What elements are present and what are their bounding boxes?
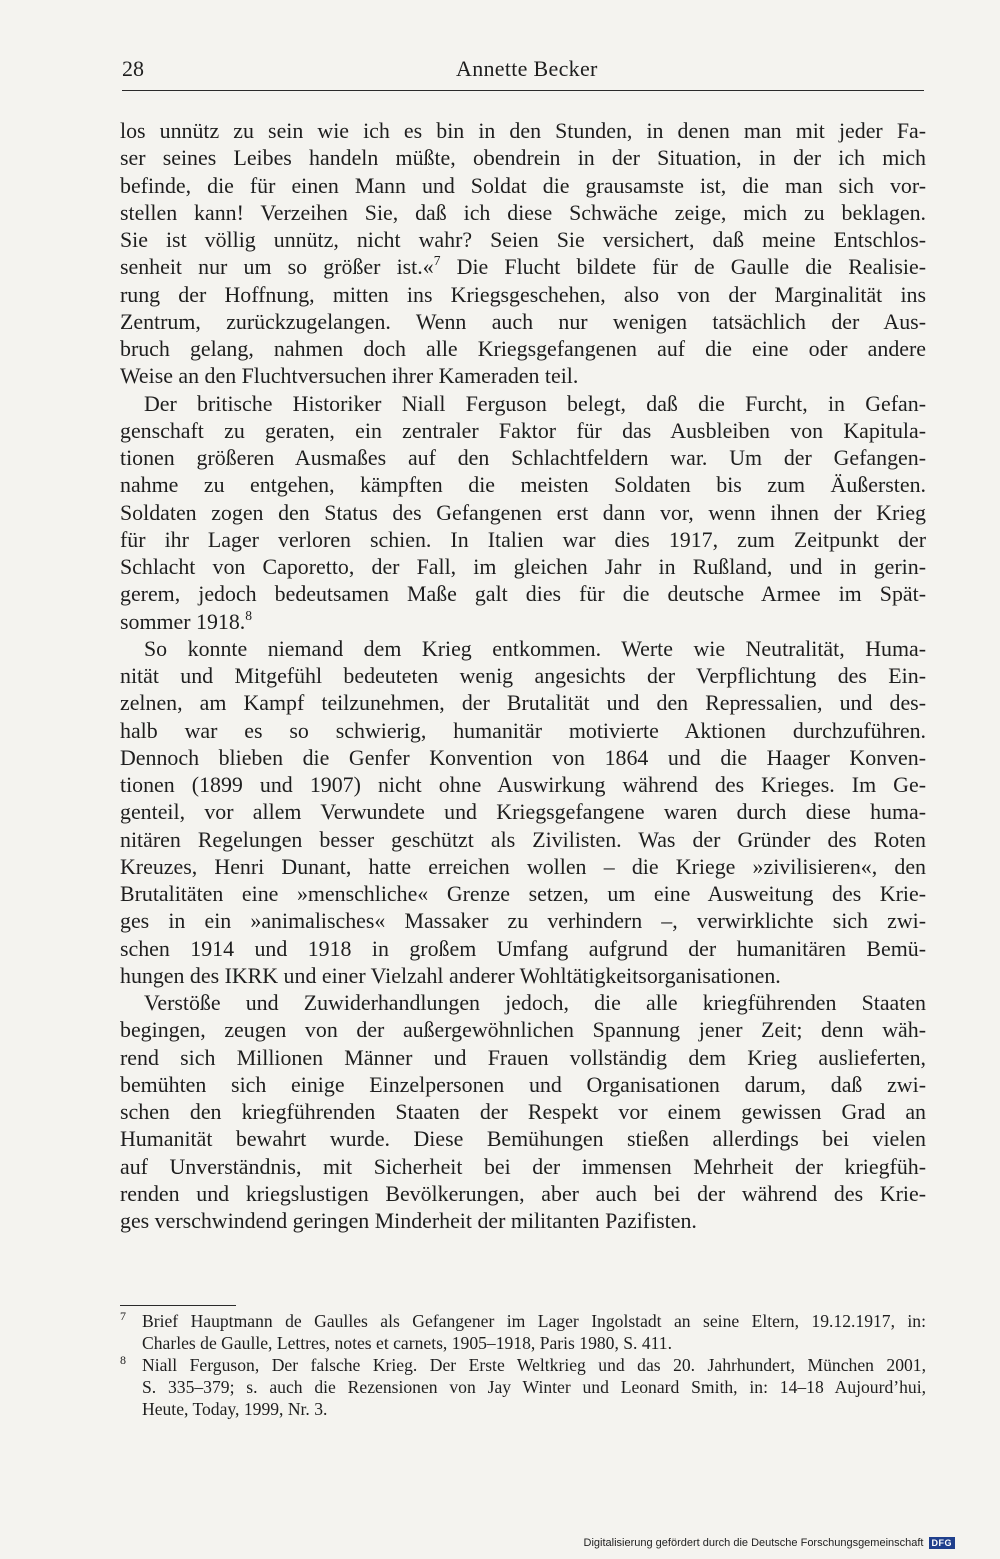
text-line: Soldaten zogen den Status des Gefangenen erst dann vor, wenn ihnen der Krieg: [120, 499, 926, 525]
text-line: rend sich Millionen Männer und Frauen vollständig dem Krieg auslieferten,: [120, 1044, 926, 1070]
footnote-number: 8: [120, 1353, 126, 1367]
footnote: [120, 1354, 926, 1420]
text-line: gerem, jedoch bedeutsamen Maße galt dies für die deutsche Armee im Spät-: [120, 581, 926, 607]
text-line: Brutalitäten eine »menschliche« Grenze setzen, um eine Ausweitung des Krie-: [120, 881, 926, 906]
text-line: senheit nur um so größer ist.«$^7$ Die Flucht bildete für de Gaulle die Realisie-: [120, 253, 926, 280]
text-line: Verstöße und Zuwiderhandlungen jedoch, die alle kriegführenden Staaten: [144, 990, 926, 1015]
text-line: für ihr Lager verloren schien. In Italien war dies 1917, zum Zeitpunkt der: [120, 526, 926, 552]
footnote-line: S. 335–379; s. auch die Rezensionen von Jay Winter und Leonard Smith, in: 14–18 Aujourd’hui,: [142, 1377, 926, 1397]
paragraph: [120, 989, 926, 1234]
text-line: renden und kriegslustigen Bevölkerungen, aber auch bei der während des Krie-: [120, 1180, 926, 1206]
footnote-line: Heute, Today, 1999, Nr. 3.: [142, 1399, 328, 1419]
text-line: tionen größeren Ausmaßes auf den Schlachtfeldern war. Um der Gefangen-: [120, 445, 926, 470]
body-text: [120, 117, 926, 1234]
text-line: sommer 1918.$^8$: [120, 607, 253, 634]
text-line: nitären Regelungen besser geschützt als Zivilisten. Was der Gründer des Roten: [120, 826, 926, 852]
running-head: Annette Becker: [456, 56, 598, 81]
footnote-divider: [120, 1305, 236, 1306]
text-line: Dennoch blieben die Genfer Konvention von 1864 und die Haager Konven-: [120, 744, 926, 770]
text-line: schen 1914 und 1918 in großem Umfang aufgrund der humanitären Bemü-: [120, 935, 926, 961]
text-line: begingen, zeugen von der außergewöhnlichen Spannung jener Zeit; denn wäh-: [120, 1017, 926, 1043]
text-line: hungen des IKRK und einer Vielzahl anderer Wohltätigkeitsorganisationen.: [120, 962, 781, 988]
text-line: auf Unverständnis, mit Sicherheit bei der immensen Mehrheit der kriegfüh-: [120, 1153, 926, 1179]
text-line: los unnütz zu sein wie ich es bin in den Stunden, in denen man mit jeder Fa-: [120, 118, 926, 143]
text-line: nahme zu entgehen, kämpften die meisten Soldaten bis zum Äußersten.: [120, 472, 926, 498]
paragraph: [120, 390, 926, 635]
text-line: Zentrum, zurückzugelangen. Wenn auch nur wenigen tatsächlich der Aus-: [120, 308, 926, 334]
footnote-line: Charles de Gaulle, Lettres, notes et carnets, 1905–1918, Paris 1980, S. 411.: [142, 1333, 672, 1353]
text-line: Der britische Historiker Niall Ferguson belegt, daß die Furcht, in Gefan-: [144, 390, 926, 416]
credit-text: Digitalisierung gefördert durch die Deutsche Forschungsgemeinschaft: [583, 1537, 924, 1549]
text-line: Weise an den Fluchtversuchen ihrer Kameraden teil.: [120, 363, 579, 389]
text-line: Schlacht von Caporetto, der Fall, im gleichen Jahr in Rußland, und in gerin-: [120, 554, 926, 579]
text-line: rung der Hoffnung, mitten ins Kriegsgeschehen, also von der Marginalität ins: [120, 281, 926, 307]
dfg-logo-icon: DFG: [929, 1537, 956, 1549]
text-line: Humanität bewahrt wurde. Diese Bemühungen stießen allerdings bei vielen: [120, 1126, 926, 1152]
text-line: So konnte niemand dem Krieg entkommen. Werte wie Neutralität, Huma-: [144, 635, 926, 661]
text-line: schen den kriegführenden Staaten der Respekt vor einem gewissen Grad an: [120, 1099, 926, 1124]
text-line: nität und Mitgefühl bedeuteten wenig angesichts der Verpflichtung des Ein-: [120, 663, 926, 688]
text-line: ges in ein »animalisches« Massaker zu verhindern –, verwirklichte sich zwi-: [120, 908, 926, 934]
footnote: [120, 1310, 926, 1354]
text-line: befinde, die für einen Mann und Soldat die grausamste ist, die man sich vor-: [120, 172, 926, 198]
page-number: 28: [122, 56, 144, 81]
text-line: bemühten sich einige Einzelpersonen und Organisationen darum, daß zwi-: [120, 1071, 926, 1097]
text-line: Sie ist völlig unnütz, nicht wahr? Seien Sie versichert, daß meine Entschlos-: [120, 227, 926, 252]
footnotes: [120, 1310, 926, 1420]
text-line: genschaft zu geraten, ein zentraler Faktor für das Ausbleiben von Kapitula-: [120, 417, 926, 443]
footnote-line: Brief Hauptmann de Gaulles als Gefangener im Lager Ingolstadt an seine Eltern, 19.12.1917, in:: [142, 1311, 926, 1331]
text-line: ges verschwindend geringen Minderheit der militanten Pazifisten.: [120, 1208, 697, 1233]
text-line: Kreuzes, Henri Dunant, hatte erreichen wollen – die Kriege »zivilisieren«, den: [120, 853, 926, 879]
text-line: tionen (1899 und 1907) nicht ohne Auswirkung während des Krieges. Im Ge-: [120, 772, 926, 797]
text-line: ser seines Leibes handeln müßte, obendrein in der Situation, in der ich mich: [120, 145, 926, 171]
paragraph: [120, 117, 926, 390]
footnote-line: Niall Ferguson, Der falsche Krieg. Der Erste Weltkrieg und das 20. Jahrhundert, München 2001,: [142, 1355, 926, 1375]
page-header: [122, 56, 924, 91]
text-line: genteil, vor allem Verwundete und Kriegsgefangene waren durch diese huma-: [120, 799, 926, 825]
text-line: bruch gelang, nahmen doch alle Kriegsgefangenen auf die eine oder andere: [120, 336, 926, 361]
footnote-reference: 7: [433, 253, 441, 269]
text-line: zelnen, am Kampf teilzunehmen, der Brutalität und den Repressalien, und des-: [120, 690, 926, 716]
text-line: stellen kann! Verzeihen Sie, daß ich diese Schwäche zeige, mich zu beklagen.: [120, 199, 926, 225]
text-line: halb war es so schwierig, humanitär motivierte Aktionen durchzuführen.: [120, 717, 926, 743]
footnote-reference: 8: [245, 607, 253, 623]
digitization-credit: [584, 1537, 955, 1549]
paragraph: [120, 635, 926, 989]
footnote-number: 7: [120, 1309, 126, 1323]
